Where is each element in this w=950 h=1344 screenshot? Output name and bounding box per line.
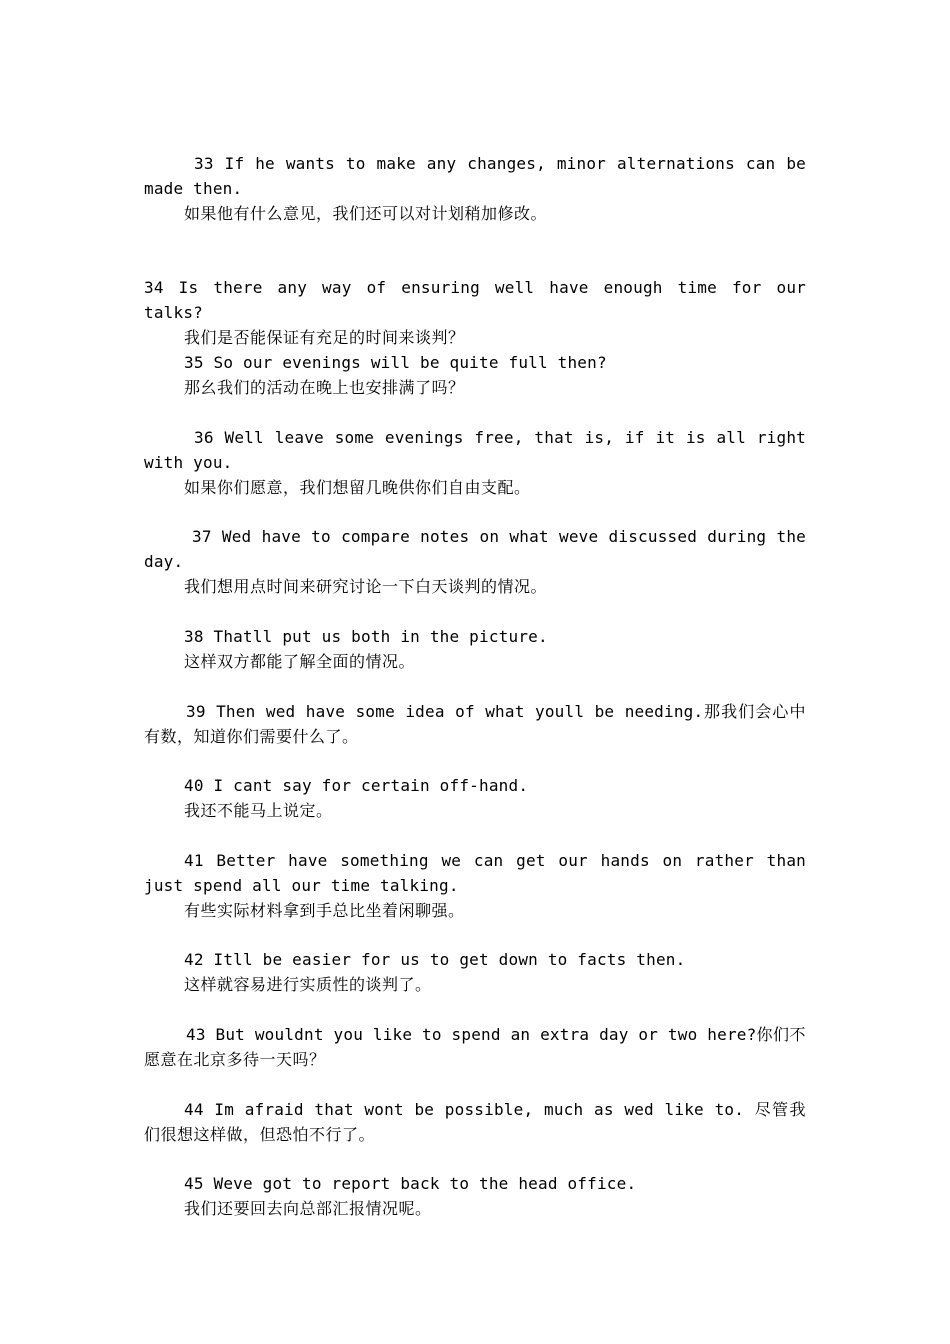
entry-45: [144, 1171, 806, 1221]
chinese-translation: 我们想用点时间来研究讨论一下白天谈判的情况。: [184, 577, 548, 596]
chinese-translation: 这样就容易进行实质性的谈判了。: [184, 975, 432, 994]
entry-41: [144, 848, 806, 923]
english-sentence: 45 Weve got to report back to the head office.: [184, 1174, 637, 1193]
english-sentence: 40 I cant say for certain off-hand.: [184, 776, 529, 795]
chinese-translation: 有些实际材料拿到手总比坐着闲聊强。: [184, 901, 465, 920]
chinese-translation: 这样双方都能了解全面的情况。: [184, 652, 416, 671]
entry-39: [144, 699, 806, 749]
english-sentence: 44 Im afraid that wont be possible, much as wed like to.: [184, 1100, 745, 1119]
entry-34: [144, 275, 806, 350]
english-sentence: 41 Better have something we can get our hands on rather than just spend all our time talking.: [144, 851, 806, 895]
english-sentence: 35 So our evenings will be quite full then?: [184, 353, 607, 372]
entry-35: [144, 350, 806, 400]
english-sentence: 42 Itll be easier for us to get down to facts then.: [184, 950, 686, 969]
english-sentence: 43 But wouldnt you like to spend an extra day or two here?: [186, 1025, 757, 1044]
english-sentence: 38 Thatll put us both in the picture.: [184, 627, 548, 646]
english-sentence: 39 Then wed have some idea of what youll be needing.: [186, 702, 704, 721]
english-sentence: 34 Is there any way of ensuring well have enough time for our talks?: [144, 278, 806, 322]
chinese-translation: 如果他有什么意见，我们还可以对计划稍加修改。: [184, 204, 548, 223]
chinese-translation: 如果你们愿意，我们想留几晚供你们自由支配。: [184, 478, 531, 497]
entry-44: [144, 1097, 806, 1147]
entry-37: [144, 524, 806, 599]
english-sentence: 33 If he wants to make any changes, minor alternations can be made then.: [144, 154, 806, 198]
english-sentence: 37 Wed have to compare notes on what weve discussed during the day.: [144, 527, 806, 571]
entry-36: [144, 425, 806, 500]
chinese-translation: 尽管我们很想这样做，但恐怕不行了。: [144, 1100, 806, 1144]
chinese-translation: 那我们会心中有数，知道你们需要什么了。: [144, 702, 806, 746]
chinese-translation: 我还不能马上说定。: [184, 801, 333, 820]
chinese-translation: 我们是否能保证有充足的时间来谈判？: [184, 328, 465, 347]
entry-38: [144, 624, 806, 674]
entry-42: [144, 947, 806, 997]
entry-33: [144, 151, 806, 226]
english-sentence-with-translation: [144, 699, 806, 749]
english-sentence-with-translation: [144, 1097, 806, 1147]
english-sentence-with-translation: [144, 1022, 806, 1072]
chinese-translation: 那幺我们的活动在晚上也安排满了吗？: [184, 378, 465, 397]
chinese-translation: 你们不愿意在北京多待一天吗？: [144, 1025, 806, 1069]
entry-43: [144, 1022, 806, 1072]
entry-40: [144, 773, 806, 823]
english-sentence: 36 Well leave some evenings free, that is, if it is all right with you.: [144, 428, 806, 472]
chinese-translation: 我们还要回去向总部汇报情况呢。: [184, 1199, 432, 1218]
